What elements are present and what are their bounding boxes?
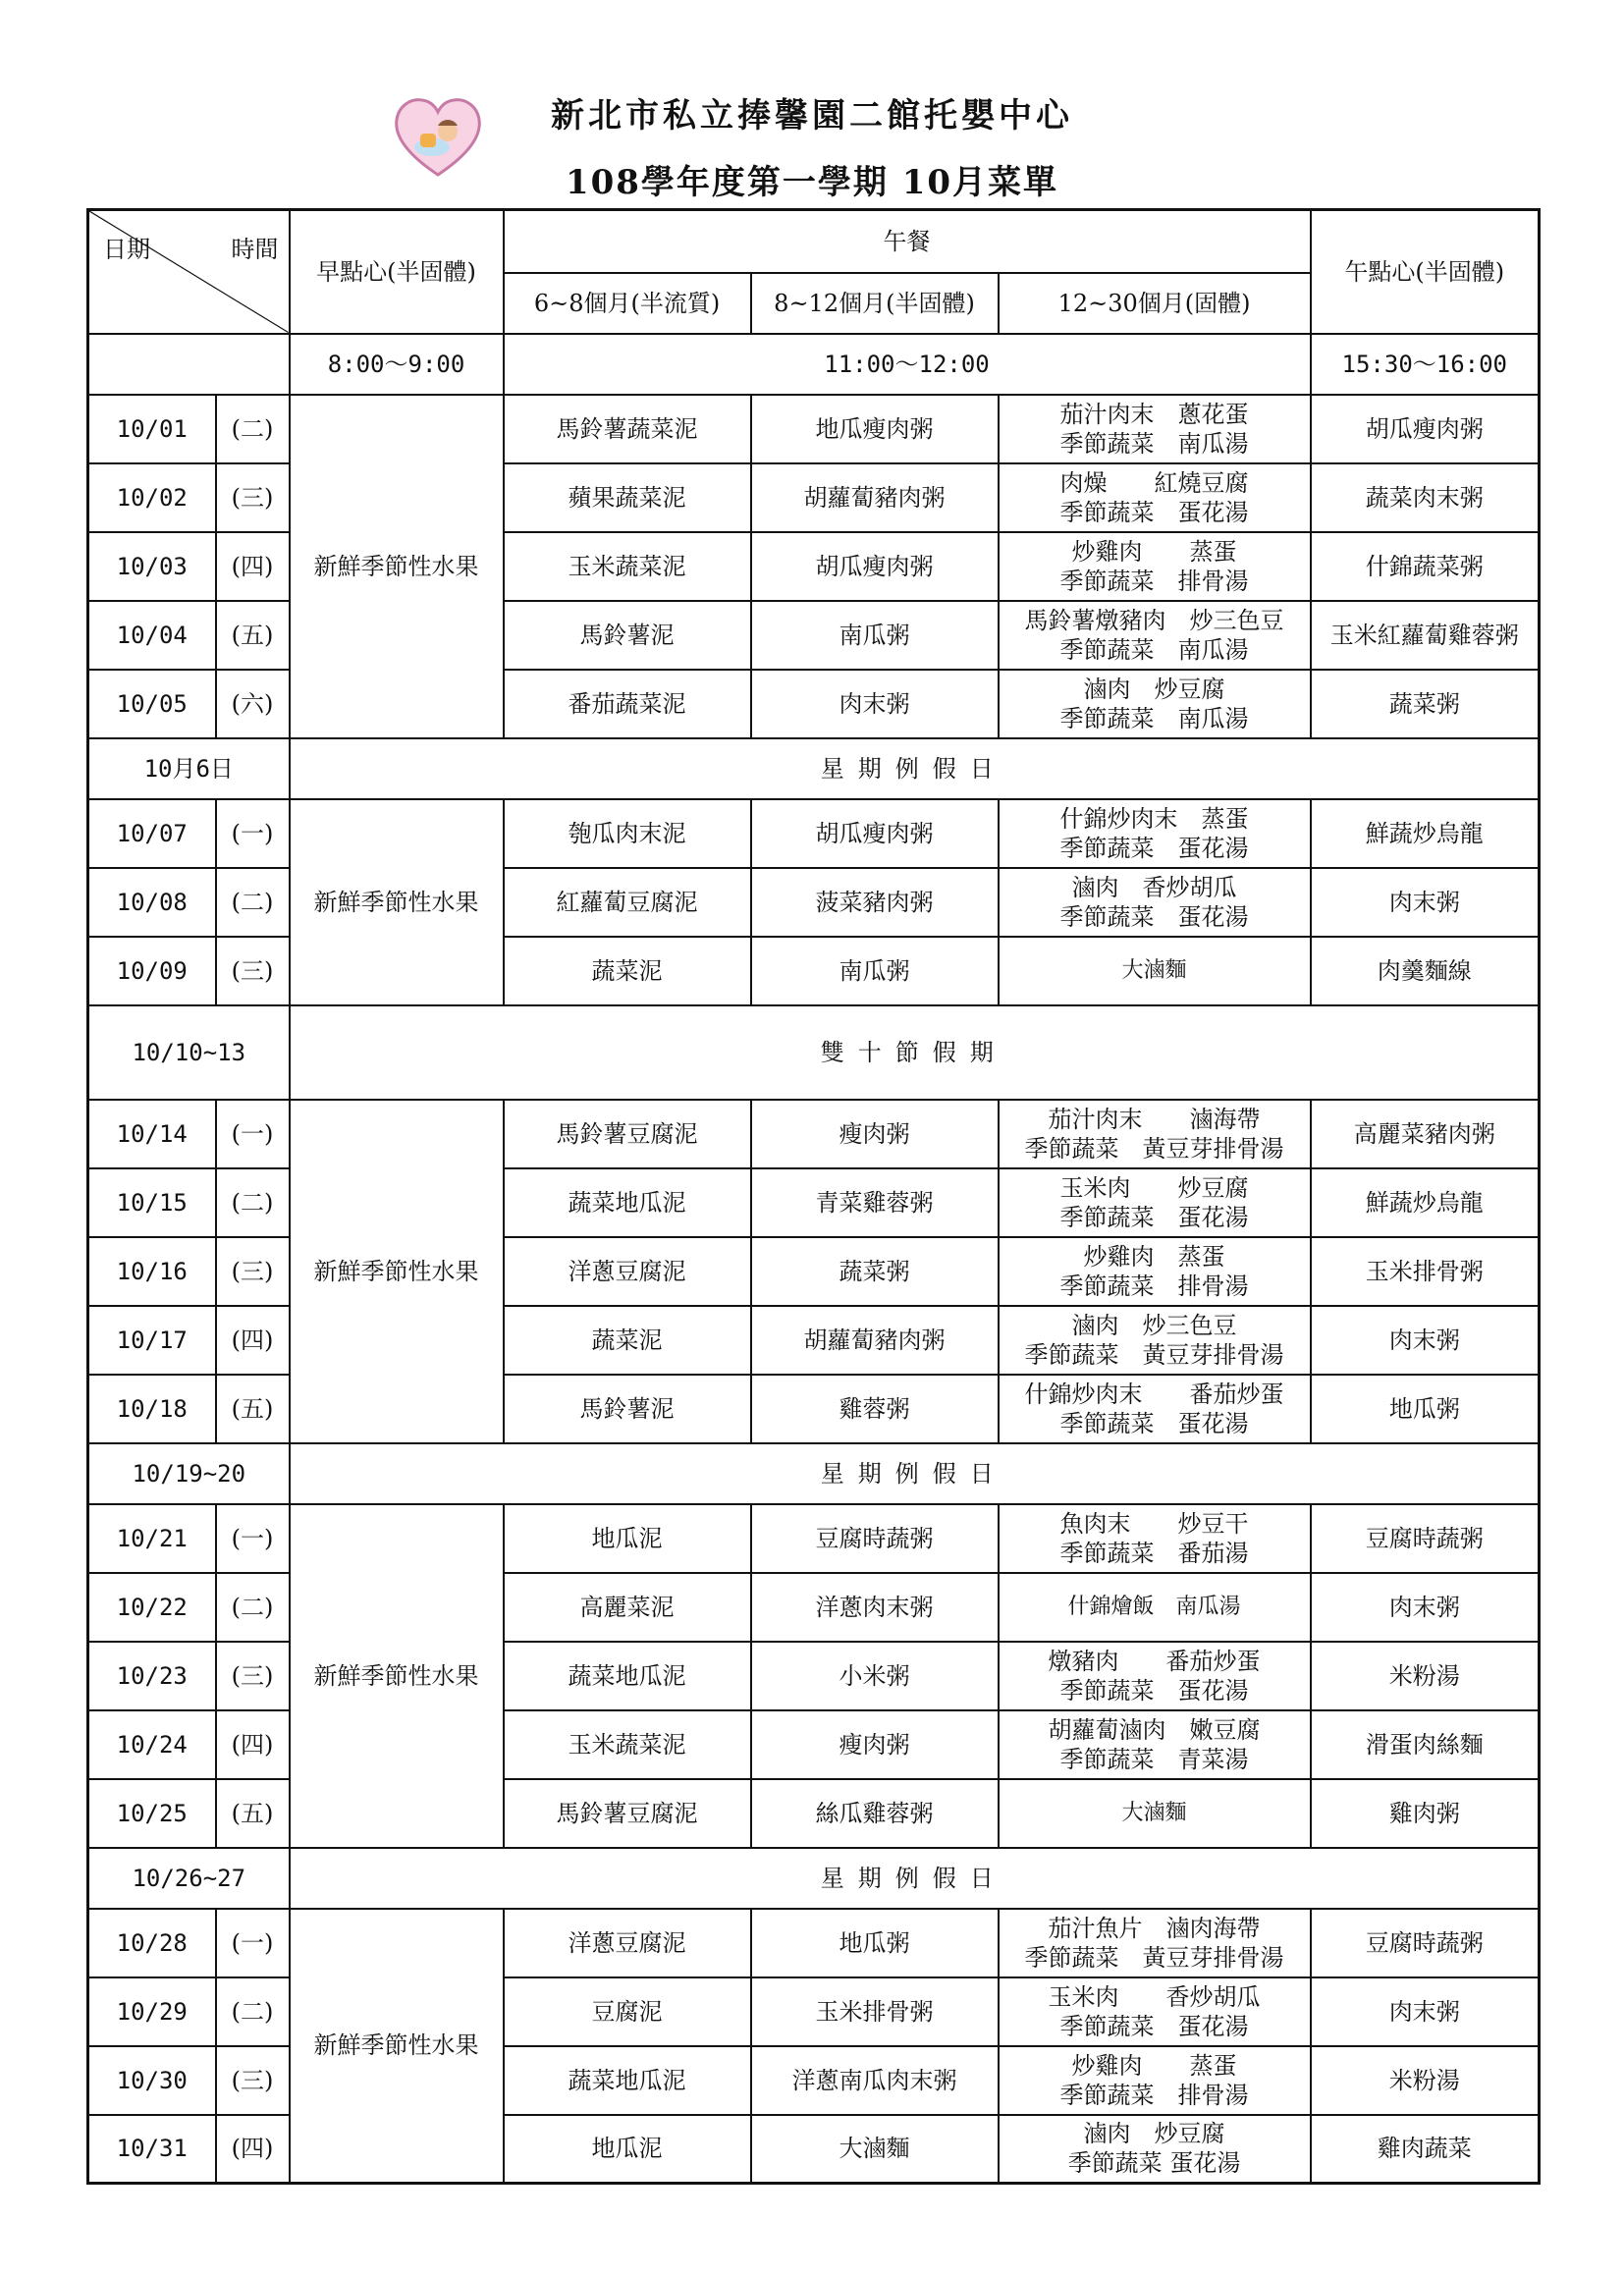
day-of-week: (三)	[216, 937, 290, 1005]
lunch-12-30-line: 炒雞肉 蒸蛋	[1083, 1242, 1225, 1271]
lunch-8-12-dish: 南瓜粥	[751, 937, 999, 1005]
afternoon-snack-dish: 豆腐時蔬粥	[1311, 1909, 1540, 1977]
day-date: 10/21	[88, 1504, 216, 1573]
lunch-12-30-line: 季節蔬菜 蛋花湯	[1059, 902, 1249, 931]
day-date: 10/04	[88, 601, 216, 670]
lunch-12-30-dish	[999, 1504, 1311, 1573]
lunch-header: 午餐	[504, 210, 1311, 273]
page-title: 新北市私立捧馨園二館托嬰中心	[551, 96, 1073, 135]
lunch-12-30-dish	[999, 799, 1311, 868]
lunch-8-12-dish: 瘦肉粥	[751, 1710, 999, 1779]
lunch-8-12-dish: 肉末粥	[751, 670, 999, 738]
page-subtitle: 108學年度第一學期 10月菜單	[565, 163, 1059, 202]
morning-snack-header: 早點心(半固體)	[290, 210, 504, 334]
lunch-6-8-header: 6~8個月(半流質)	[504, 273, 751, 334]
lunch-12-30-dish	[999, 1573, 1311, 1642]
lunch-12-30-line: 茄汁魚片 滷肉海帶	[1048, 1914, 1261, 1942]
day-of-week: (一)	[216, 1504, 290, 1573]
lunch-6-8-dish: 馬鈴薯豆腐泥	[504, 1100, 751, 1168]
day-of-week: (一)	[216, 1909, 290, 1977]
lunch-8-12-dish: 地瓜粥	[751, 1909, 999, 1977]
day-of-week: (五)	[216, 1779, 290, 1848]
afternoon-snack-dish: 肉末粥	[1311, 1573, 1540, 1642]
holiday-label: 星期例假日	[290, 1848, 1540, 1909]
day-date: 10/02	[88, 463, 216, 532]
lunch-8-12-dish: 大滷麵	[751, 2115, 999, 2184]
day-of-week: (二)	[216, 868, 290, 937]
lunch-12-30-line: 魚肉末 炒豆干	[1059, 1509, 1249, 1538]
menu-day-row	[88, 1504, 1540, 1573]
lunch-12-30-line: 什錦炒肉末 番茄炒蛋	[1024, 1380, 1284, 1408]
lunch-12-30-line: 季節蔬菜 蛋花湯	[1059, 498, 1249, 526]
lunch-6-8-dish: 蘋果蔬菜泥	[504, 463, 751, 532]
lunch-12-30-dish	[999, 868, 1311, 937]
lunch-6-8-dish: 馬鈴薯泥	[504, 1375, 751, 1443]
lunch-8-12-dish: 胡蘿蔔豬肉粥	[751, 463, 999, 532]
lunch-12-30-dish	[999, 1642, 1311, 1710]
day-date: 10/16	[88, 1237, 216, 1306]
lunch-12-30-line: 滷肉 炒豆腐	[1083, 675, 1225, 703]
holiday-row	[88, 738, 1540, 799]
afternoon-snack-dish: 玉米紅蘿蔔雞蓉粥	[1311, 601, 1540, 670]
afternoon-snack-dish: 肉末粥	[1311, 1977, 1540, 2046]
lunch-6-8-dish: 豆腐泥	[504, 1977, 751, 2046]
lunch-6-8-dish: 玉米蔬菜泥	[504, 1710, 751, 1779]
lunch-12-30-line: 季節蔬菜 蛋花湯	[1059, 1409, 1249, 1437]
lunch-12-30-line: 季節蔬菜 排骨湯	[1059, 567, 1249, 595]
afternoon-snack-dish: 肉末粥	[1311, 1306, 1540, 1375]
day-of-week: (三)	[216, 1237, 290, 1306]
lunch-12-30-line: 玉米肉 香炒胡瓜	[1048, 1982, 1261, 2011]
lunch-12-30-line: 季節蔬菜 排骨湯	[1059, 1272, 1249, 1300]
holiday-date-range: 10/10~13	[88, 1005, 290, 1100]
lunch-12-30-dish	[999, 601, 1311, 670]
lunch-8-12-header: 8~12個月(半固體)	[751, 273, 999, 334]
lunch-12-30-line: 肉燥 紅燒豆腐	[1059, 468, 1249, 497]
menu-day-row	[88, 395, 1540, 463]
day-of-week: (四)	[216, 532, 290, 601]
lunch-8-12-dish: 小米粥	[751, 1642, 999, 1710]
afternoon-snack-dish: 米粉湯	[1311, 1642, 1540, 1710]
page-header	[0, 79, 1624, 206]
lunch-12-30-line: 茄汁肉末 蔥花蛋	[1059, 400, 1249, 428]
lunch-8-12-dish: 絲瓜雞蓉粥	[751, 1779, 999, 1848]
day-date: 10/30	[88, 2046, 216, 2115]
lunch-12-30-dish	[999, 1977, 1311, 2046]
lunch-8-12-dish: 胡瓜瘦肉粥	[751, 532, 999, 601]
lunch-12-30-line: 季節蔬菜 黃豆芽排骨湯	[1024, 1134, 1284, 1163]
lunch-12-30-line: 大滷麵	[1121, 957, 1187, 983]
lunch-12-30-line: 馬鈴薯燉豬肉 炒三色豆	[1024, 606, 1284, 634]
lunch-12-30-dish	[999, 395, 1311, 463]
lunch-12-30-line: 季節蔬菜 南瓜湯	[1059, 429, 1249, 458]
holiday-row	[88, 1443, 1540, 1504]
day-date: 10/23	[88, 1642, 216, 1710]
lunch-12-30-header: 12~30個月(固體)	[999, 273, 1311, 334]
afternoon-time: 15:30～16:00	[1311, 334, 1540, 395]
afternoon-snack-dish: 肉羹麵線	[1311, 937, 1540, 1005]
afternoon-snack-dish: 米粉湯	[1311, 2046, 1540, 2115]
lunch-12-30-line: 季節蔬菜 蛋花湯	[1059, 1676, 1249, 1705]
menu-table	[86, 208, 1541, 2185]
lunch-12-30-line: 什錦炒肉末 蒸蛋	[1059, 804, 1249, 833]
day-of-week: (五)	[216, 601, 290, 670]
lunch-12-30-line: 季節蔬菜 蛋花湯	[1059, 834, 1249, 862]
day-date: 10/28	[88, 1909, 216, 1977]
lunch-12-30-line: 滷肉 炒三色豆	[1071, 1311, 1237, 1339]
lunch-6-8-dish: 蔬菜地瓜泥	[504, 1642, 751, 1710]
lunch-6-8-dish: 蔬菜地瓜泥	[504, 2046, 751, 2115]
afternoon-snack-dish: 豆腐時蔬粥	[1311, 1504, 1540, 1573]
lunch-8-12-dish: 地瓜瘦肉粥	[751, 395, 999, 463]
lunch-12-30-dish	[999, 1306, 1311, 1375]
lunch-12-30-dish	[999, 2046, 1311, 2115]
lunch-12-30-line: 玉米肉 炒豆腐	[1059, 1173, 1249, 1202]
lunch-12-30-line: 季節蔬菜 蛋花湯	[1067, 2149, 1241, 2178]
lunch-12-30-dish	[999, 937, 1311, 1005]
holiday-label: 雙十節假期	[290, 1005, 1540, 1100]
menu-day-row	[88, 1909, 1540, 1977]
menu-day-row	[88, 799, 1540, 868]
morning-snack-fruit: 新鮮季節性水果	[290, 1909, 504, 2184]
lunch-12-30-line: 季節蔬菜 青菜湯	[1059, 1745, 1249, 1773]
day-of-week: (二)	[216, 1168, 290, 1237]
day-date: 10/22	[88, 1573, 216, 1642]
lunch-6-8-dish: 紅蘿蔔豆腐泥	[504, 868, 751, 937]
lunch-12-30-line: 胡蘿蔔滷肉 嫩豆腐	[1048, 1715, 1261, 1744]
lunch-12-30-line: 季節蔬菜 蛋花湯	[1059, 1203, 1249, 1231]
lunch-12-30-line: 炒雞肉 蒸蛋	[1071, 2051, 1237, 2080]
time-row-spacer	[88, 334, 290, 395]
time-column-label: 時間	[231, 235, 279, 263]
day-of-week: (一)	[216, 1100, 290, 1168]
day-date: 10/29	[88, 1977, 216, 2046]
afternoon-snack-dish: 雞肉蔬菜	[1311, 2115, 1540, 2184]
afternoon-snack-header: 午點心(半固體)	[1311, 210, 1540, 334]
morning-time: 8:00～9:00	[290, 334, 504, 395]
lunch-6-8-dish: 匏瓜肉末泥	[504, 799, 751, 868]
header-corner-cell	[88, 210, 290, 334]
lunch-6-8-dish: 玉米蔬菜泥	[504, 532, 751, 601]
lunch-12-30-dish	[999, 1779, 1311, 1848]
lunch-12-30-line: 季節蔬菜 蛋花湯	[1059, 2012, 1249, 2040]
lunch-12-30-line: 季節蔬菜 排骨湯	[1059, 2081, 1249, 2109]
lunch-12-30-dish	[999, 1168, 1311, 1237]
day-date: 10/07	[88, 799, 216, 868]
lunch-12-30-line: 季節蔬菜 南瓜湯	[1059, 635, 1249, 664]
lunch-12-30-dish	[999, 532, 1311, 601]
day-date: 10/15	[88, 1168, 216, 1237]
day-of-week: (二)	[216, 1573, 290, 1642]
afternoon-snack-dish: 肉末粥	[1311, 868, 1540, 937]
lunch-6-8-dish: 地瓜泥	[504, 1504, 751, 1573]
day-of-week: (一)	[216, 799, 290, 868]
afternoon-snack-dish: 滑蛋肉絲麵	[1311, 1710, 1540, 1779]
lunch-12-30-dish	[999, 1375, 1311, 1443]
day-of-week: (六)	[216, 670, 290, 738]
day-date: 10/05	[88, 670, 216, 738]
afternoon-snack-dish: 高麗菜豬肉粥	[1311, 1100, 1540, 1168]
lunch-8-12-dish: 玉米排骨粥	[751, 1977, 999, 2046]
lunch-6-8-dish: 蔬菜泥	[504, 1306, 751, 1375]
lunch-8-12-dish: 胡瓜瘦肉粥	[751, 799, 999, 868]
lunch-6-8-dish: 洋蔥豆腐泥	[504, 1237, 751, 1306]
lunch-12-30-dish	[999, 1710, 1311, 1779]
lunch-12-30-dish	[999, 1100, 1311, 1168]
lunch-12-30-line: 季節蔬菜 番茄湯	[1059, 1539, 1249, 1567]
lunch-8-12-dish: 菠菜豬肉粥	[751, 868, 999, 937]
holiday-date-range: 10/26~27	[88, 1848, 290, 1909]
holiday-label: 星期例假日	[290, 738, 1540, 799]
day-of-week: (二)	[216, 1977, 290, 2046]
date-column-label: 日期	[103, 235, 150, 263]
day-date: 10/18	[88, 1375, 216, 1443]
lunch-8-12-dish: 洋蔥肉末粥	[751, 1573, 999, 1642]
lunch-8-12-dish: 瘦肉粥	[751, 1100, 999, 1168]
day-of-week: (四)	[216, 1306, 290, 1375]
lunch-8-12-dish: 雞蓉粥	[751, 1375, 999, 1443]
lunch-8-12-dish: 南瓜粥	[751, 601, 999, 670]
lunch-6-8-dish: 馬鈴薯豆腐泥	[504, 1779, 751, 1848]
morning-snack-fruit: 新鮮季節性水果	[290, 799, 504, 1005]
lunch-12-30-dish	[999, 463, 1311, 532]
holiday-date-range: 10/19~20	[88, 1443, 290, 1504]
afternoon-snack-dish: 地瓜粥	[1311, 1375, 1540, 1443]
lunch-12-30-line: 炒雞肉 蒸蛋	[1071, 537, 1237, 566]
day-date: 10/14	[88, 1100, 216, 1168]
day-of-week: (三)	[216, 1642, 290, 1710]
lunch-8-12-dish: 胡蘿蔔豬肉粥	[751, 1306, 999, 1375]
lunch-6-8-dish: 馬鈴薯泥	[504, 601, 751, 670]
morning-snack-fruit: 新鮮季節性水果	[290, 1504, 504, 1848]
day-date: 10/25	[88, 1779, 216, 1848]
afternoon-snack-dish: 鮮蔬炒烏龍	[1311, 799, 1540, 868]
lunch-12-30-line: 滷肉 香炒胡瓜	[1071, 873, 1237, 901]
afternoon-snack-dish: 鮮蔬炒烏龍	[1311, 1168, 1540, 1237]
lunch-6-8-dish: 洋蔥豆腐泥	[504, 1909, 751, 1977]
holiday-date-range: 10月6日	[88, 738, 290, 799]
lunch-6-8-dish: 蔬菜地瓜泥	[504, 1168, 751, 1237]
lunch-12-30-line: 大滷麵	[1121, 1800, 1187, 1825]
afternoon-snack-dish: 雞肉粥	[1311, 1779, 1540, 1848]
morning-snack-fruit: 新鮮季節性水果	[290, 1100, 504, 1443]
afternoon-snack-dish: 蔬菜粥	[1311, 670, 1540, 738]
afternoon-snack-dish: 玉米排骨粥	[1311, 1237, 1540, 1306]
day-of-week: (四)	[216, 2115, 290, 2184]
lunch-12-30-line: 什錦燴飯 南瓜湯	[1067, 1594, 1241, 1619]
day-of-week: (四)	[216, 1710, 290, 1779]
lunch-6-8-dish: 蔬菜泥	[504, 937, 751, 1005]
day-date: 10/17	[88, 1306, 216, 1375]
day-date: 10/03	[88, 532, 216, 601]
day-of-week: (三)	[216, 463, 290, 532]
day-date: 10/01	[88, 395, 216, 463]
day-date: 10/31	[88, 2115, 216, 2184]
corner-diagonal	[89, 211, 289, 333]
lunch-12-30-line: 季節蔬菜 黃豆芽排骨湯	[1024, 1340, 1284, 1369]
lunch-12-30-line: 燉豬肉 番茄炒蛋	[1048, 1647, 1261, 1675]
lunch-8-12-dish: 洋蔥南瓜肉末粥	[751, 2046, 999, 2115]
day-of-week: (三)	[216, 2046, 290, 2115]
lunch-12-30-dish	[999, 1237, 1311, 1306]
day-of-week: (五)	[216, 1375, 290, 1443]
lunch-8-12-dish: 蔬菜粥	[751, 1237, 999, 1306]
lunch-6-8-dish: 高麗菜泥	[504, 1573, 751, 1642]
morning-snack-fruit: 新鮮季節性水果	[290, 395, 504, 738]
afternoon-snack-dish: 蔬菜肉末粥	[1311, 463, 1540, 532]
lunch-8-12-dish: 青菜雞蓉粥	[751, 1168, 999, 1237]
lunch-12-30-dish	[999, 1909, 1311, 1977]
holiday-row	[88, 1848, 1540, 1909]
lunch-time: 11:00～12:00	[504, 334, 1311, 395]
afternoon-snack-dish: 胡瓜瘦肉粥	[1311, 395, 1540, 463]
day-of-week: (二)	[216, 395, 290, 463]
lunch-6-8-dish: 馬鈴薯蔬菜泥	[504, 395, 751, 463]
day-date: 10/24	[88, 1710, 216, 1779]
menu-day-row	[88, 1100, 1540, 1168]
holiday-row	[88, 1005, 1540, 1100]
lunch-12-30-line: 滷肉 炒豆腐	[1083, 2120, 1225, 2148]
lunch-12-30-line: 季節蔬菜 黃豆芽排骨湯	[1024, 1943, 1284, 1972]
day-date: 10/08	[88, 868, 216, 937]
day-date: 10/09	[88, 937, 216, 1005]
lunch-12-30-line: 茄汁肉末 滷海帶	[1048, 1105, 1261, 1133]
lunch-12-30-dish	[999, 2115, 1311, 2184]
lunch-6-8-dish: 地瓜泥	[504, 2115, 751, 2184]
lunch-8-12-dish: 豆腐時蔬粥	[751, 1504, 999, 1573]
holiday-label: 星期例假日	[290, 1443, 1540, 1504]
lunch-6-8-dish: 番茄蔬菜泥	[504, 670, 751, 738]
lunch-12-30-line: 季節蔬菜 南瓜湯	[1059, 704, 1249, 732]
lunch-12-30-dish	[999, 670, 1311, 738]
afternoon-snack-dish: 什錦蔬菜粥	[1311, 532, 1540, 601]
